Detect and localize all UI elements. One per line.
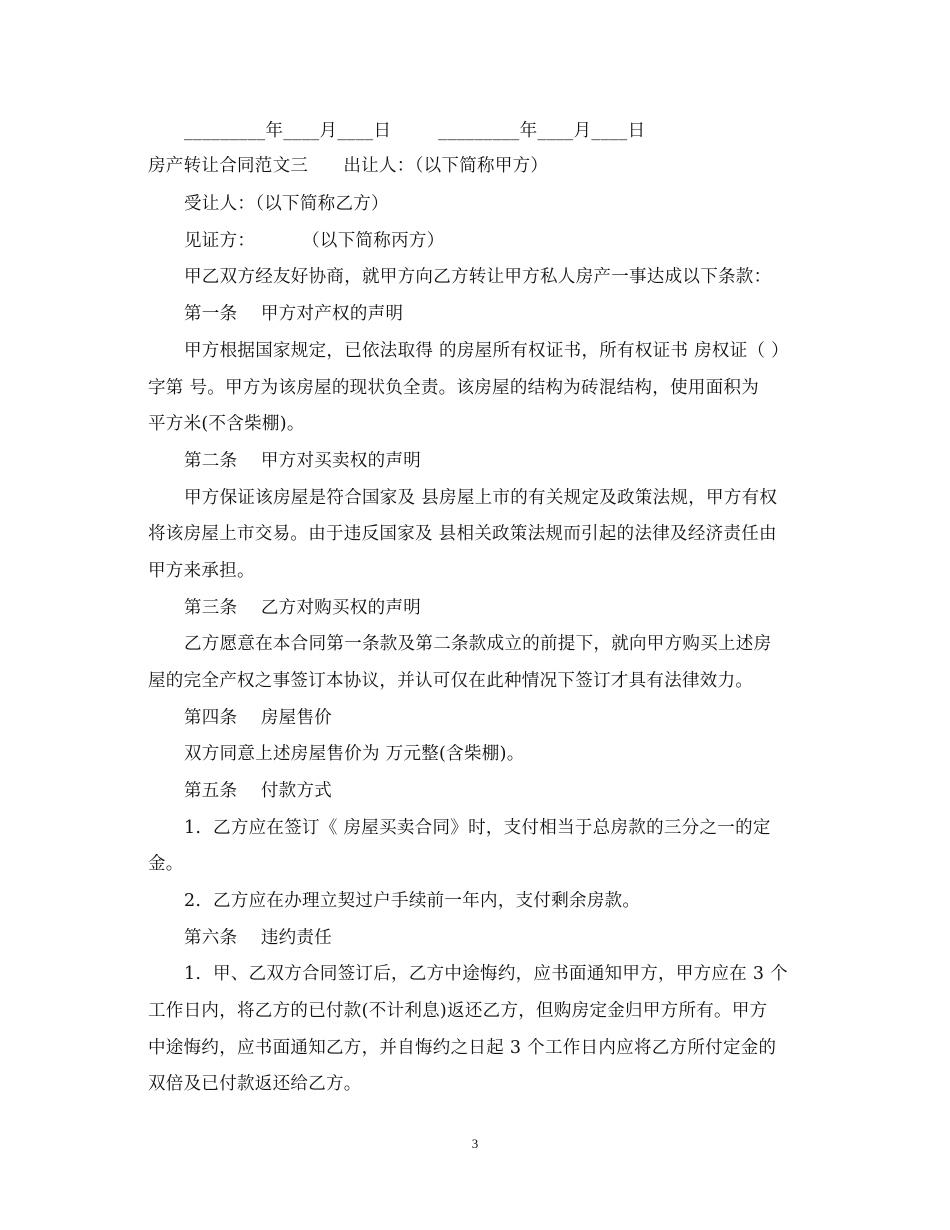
article-6-item-1: 1. 甲、乙双方合同签订后，乙方中途悔约，应书面通知甲方，甲方应在 3 个 bbox=[184, 964, 788, 984]
article-1-text-3: 平方米(不含柴棚)。 bbox=[148, 414, 305, 434]
article-5-heading: 第五条 付款方式 bbox=[184, 781, 333, 801]
article-3-heading: 第三条 乙方对购买权的声明 bbox=[184, 598, 422, 618]
article-4-text-1: 双方同意上述房屋售价为 万元整(含柴棚)。 bbox=[184, 744, 525, 764]
article-6-item-1-cont-2: 中途悔约，应书面通知乙方，并自悔约之日起 3 个工作日内应将乙方所付定金的 bbox=[148, 1038, 777, 1058]
article-1-heading: 第一条 甲方对产权的声明 bbox=[184, 304, 404, 324]
date-line: _________年____月____日 _________年____月____日 bbox=[184, 121, 646, 141]
article-1-text-1: 甲方根据国家规定，已依法取得 的房屋所有权证书，所有权证书 房权证（ ） bbox=[184, 341, 789, 361]
article-2-text-3: 甲方来承担。 bbox=[148, 561, 255, 581]
transferee-line: 受让人：（以下简称乙方） bbox=[184, 194, 389, 214]
title-line: 房产转让合同范文三 出让人：（以下简称甲方） bbox=[148, 156, 549, 176]
article-4-heading: 第四条 房屋售价 bbox=[184, 708, 333, 728]
article-6-item-1-cont-1: 工作日内，将乙方的已付款(不计利息)返还乙方，但购房定金归甲方所有。甲方 bbox=[148, 1001, 768, 1021]
article-5-item-1: 1. 乙方应在签订《 房屋买卖合同》时，支付相当于总房款的三分之一的定 bbox=[184, 818, 771, 838]
article-3-text-1: 乙方愿意在本合同第一条款及第二条款成立的前提下，就向甲方购买上述房 bbox=[184, 634, 772, 654]
article-2-heading: 第二条 甲方对买卖权的声明 bbox=[184, 451, 422, 471]
article-2-text-1: 甲方保证该房屋是符合国家及 县房屋上市的有关规定及政策法规，甲方有权 bbox=[184, 488, 778, 508]
preamble-line: 甲乙双方经友好协商，就甲方向乙方转让甲方私人房产一事达成以下条款： bbox=[184, 267, 772, 287]
article-2-text-2: 将该房屋上市交易。由于违反国家及 县相关政策法规而引起的法律及经济责任由 bbox=[148, 524, 777, 544]
page-number: 3 bbox=[471, 1136, 479, 1151]
article-3-text-2: 屋的完全产权之事签订本协议，并认可仅在此种情况下签订才具有法律效力。 bbox=[148, 671, 754, 691]
article-6-heading: 第六条 违约责任 bbox=[184, 928, 333, 948]
article-6-item-1-cont-3: 双倍及已付款返还给乙方。 bbox=[148, 1074, 362, 1094]
article-5-item-2: 2. 乙方应在办理立契过户手续前一年内，支付剩余房款。 bbox=[184, 891, 641, 911]
article-1-text-2: 字第 号。甲方为该房屋的现状负全责。该房屋的结构为砖混结构，使用面积为 bbox=[148, 378, 760, 398]
witness-line: 见证方： （以下简称丙方） bbox=[184, 231, 445, 251]
article-5-item-1-cont: 金。 bbox=[148, 854, 184, 874]
